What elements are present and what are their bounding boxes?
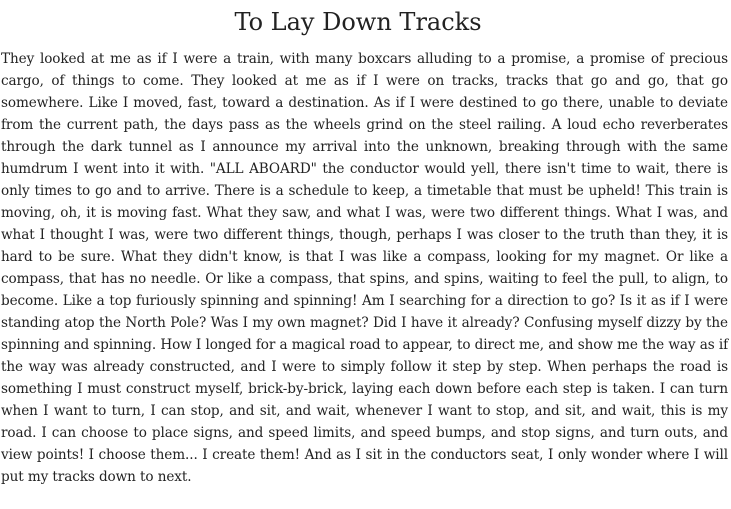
- document-title: To Lay Down Tracks: [234, 8, 482, 36]
- document-body-paragraph: They looked at me as if I were a train, with many boxcars alluding to a promise, a promise of precious cargo, of things to come. They looked at me as if I were on tracks, tracks that go and go, that go somewhere. Like I moved, fast, toward a destination. As if I were destined to go there, unable to deviate from the current path, the days pass as the wheels grind on the steel railing. A loud echo reverberates through the dark tunnel as I announce my arrival into the unknown, breaking through with the same humdrum I went into it with. "ALL ABOARD" the conductor would yell, there isn't time to wait, there is only times to go and to arrive. There is a schedule to keep, a timetable that must be upheld! This train is moving, oh, it is moving fast. What they saw, and what I was, were two different things. What I was, and what I thought I was, were two different things, though, perhaps I was closer to the truth than they, it is hard to be sure. What they didn't know, is that I was like a compass, looking for my magnet. Or like a compass, that has no needle. Or like a compass, that spins, and spins, waiting to feel the pull, to align, to become. Like a top furiously spinning and spinning! Am I searching for a direction to go? Is it as if I were standing atop the North Pole? Was I my own magnet? Did I have it already? Confusing myself dizzy by the spinning and spinning. How I longed for a magical road to appear, to direct me, and show me the way as if the way was already constructed, and I were to simply follow it step by step. When perhaps the road is something I must construct myself, brick-by-brick, laying each down before each step is taken. I can turn when I want to turn, I can stop, and sit, and wait, whenever I want to stop, and sit, and wait, this is my road. I can choose to place signs, and speed limits, and speed bumps, and stop signs, and turn outs, and view points! I choose them... I create them! And as I sit in the conductors seat, I only wonder where I will put my tracks down to next.: [1, 51, 728, 485]
